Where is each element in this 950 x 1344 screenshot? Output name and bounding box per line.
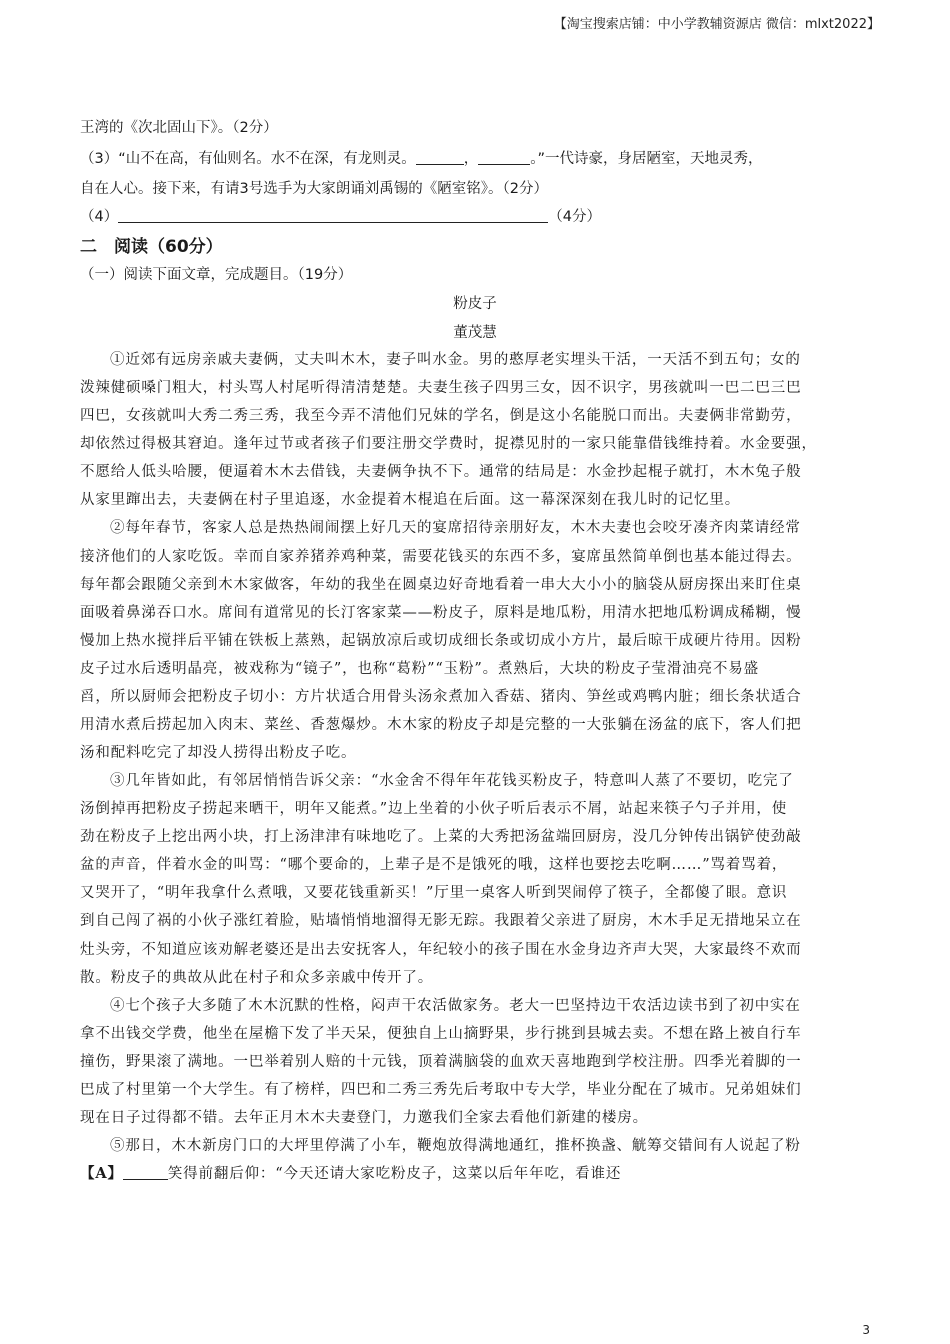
article-line: 盆的声音，伴着水金的叫骂：“哪个要命的，上辈子是不是饿死的哦，这样也要挖去吃啊……”骂着骂着， [80,857,788,874]
header-watermark-note: 【淘宝搜索店铺：中小学教辅资源店 微信：mlxt2022】 [553,17,880,32]
article-line: 用清水煮后捞起加入肉末、菜丝、香葱爆炒。木木家的粉皮子却是完整的一大张躺在汤盆的底下，客人们把 [80,716,802,733]
article-line: 汤和配料吃完了却没人捞得出粉皮子吃。 [80,745,357,761]
question-2-tail: 王湾的《次北固山下》。（2分） [80,120,278,136]
question-4-score: （4分） [548,209,601,225]
article-line: ①近郊有远房亲戚夫妻俩，丈夫叫木木，妻子叫水金。男的憨厚老实埋头干活，一天活不到五句；女的 [110,352,801,368]
article-line: 撞伤，野果滚了满地。一巴举着别人赔的十元钱，顶着满脑袋的血欢天喜地跑到学校注册。四季光着脚的一 [80,1053,802,1070]
question-3-line-1 [80,147,870,168]
question-4-label: （4） [80,209,119,225]
article-line: 现在日子过得都不错。去年正月木木夫妻登门，力邀我们全家去看他们新建的楼房。 [80,1109,648,1126]
article-line: 巴成了村里第一个大学生。有了榜样，四巴和二秀三秀先后考取中专大学，毕业分配在了城市。兄弟姐妹们 [80,1081,802,1098]
article-line: 到自己闯了祸的小伙子涨红着脸，贴墙悄悄地溜得无影无踪。我跟着父亲进了厨房，木木手足无措地呆立在 [80,913,802,930]
article-line: 每年都会跟随父亲到木木家做客，年幼的我坐在圆桌边好奇地看着一串大大小小的脑袋从厨房探出来盯住桌 [80,576,802,593]
article-line: 舀，所以厨师会把粉皮子切小：方片状适合用骨头汤汆煮加入香菇、猪肉、笋丝或鸡鸭内脏；细长条状适合 [80,688,802,705]
section-heading: 二 阅读（60分） [80,237,223,257]
answer-blank-q4[interactable] [118,208,548,223]
article-line-31-tail: 笑得前翻后仰：“今天还请大家吃粉皮子，这菜以后年年吃，看谁还 [167,1166,622,1182]
article-line: 从家里蹿出去，夫妻俩在村子里追逐，水金提着木棍追在后面。这一幕深深刻在我儿时的记忆里。 [80,492,741,509]
article-line: 拿不出钱交学费，他坐在屋檐下发了半天呆，便独自上山摘野果，步行挑到县城去卖。不想在路上被自行车 [80,1025,802,1042]
article-line: 散。粉皮子的典故从此在村子和众多亲戚中传开了。 [80,969,434,986]
article-title: 粉皮子 [453,296,497,312]
article-line: 又哭开了，“明年我拿什么煮哦，又要花钱重新买！”厅里一桌客人听到哭闹停了筷子，全都傻了眼。意识 [80,885,788,902]
page-number: 3 [862,1323,870,1337]
article-line: ②每年春节，客家人总是热热闹闹摆上好几天的宴席招待亲朋好友，木木夫妻也会咬牙凑齐肉菜请经常 [110,520,801,537]
answer-blank-2[interactable] [478,150,530,165]
article-line: 劲在粉皮子上挖出两小块，打上汤津津有味地吃了。上菜的大秀把汤盆端回厨房，没几分钟传出锅铲使劲敲 [80,829,802,846]
question-3-separator: ， [463,151,479,167]
article-line: 慢加上热水搅拌后平铺在铁板上蒸熟，起锅放凉后或切成细长条或切成小方片，最后晾干成硬片待用。因粉 [80,632,802,649]
article-line: 面吸着鼻涕吞口水。席间有道常见的长汀客家菜——粉皮子，原料是地瓜粉，用清水把地瓜粉调成稀糊，慢 [80,604,802,621]
article-line: ⑤那日，木木新房门口的大坪里停满了小车，鞭炮放得满地通红，推杯换盏、觥筹交错间有人说起了粉 [110,1138,801,1154]
article-line: ④七个孩子大多随了木木沉默的性格，闷声干农活做家务。老大一巴坚持边干农活边读书到了初中实在 [110,997,801,1014]
answer-blank-a[interactable] [123,1165,168,1180]
question-3-text-a: （3）“山不在高，有仙则名。水不在深，有龙则灵。 [80,151,416,167]
question-3-text-b: 。”一代诗豪，身居陋室，天地灵秀， [530,151,763,167]
article-line: 接济他们的人家吃饭。幸而自家养猪养鸡种菜，需要花钱买的东西不多，宴席虽然简单倒也基本能过得去。 [80,548,802,565]
article-line: 泼辣健硕嗓门粗大，村头骂人村尾听得清清楚楚。夫妻生孩子四男三女，因不识字，男孩就叫一巴二巴三巴 [80,380,802,397]
article-line: 皮子过水后透明晶亮，被戏称为“镜子”，也称“葛粉”“玉粉”。煮熟后，大块的粉皮子莹滑油亮不易盛 [80,660,759,677]
question-4-line [80,205,870,226]
article-line: 却依然过得极其窘迫。逢年过节或者孩子们要注册交学费时，捉襟见肘的一家只能靠借钱维持着。水金要强， [80,436,817,453]
article-line: 灶头旁，不知道应该劝解老婆还是出去安抚客人，年纪较小的孩子围在水金身边齐声大哭，大家最终不欢而 [80,941,802,958]
article-line: ③几年皆如此，有邻居悄悄告诉父亲：“水金舍不得年年花钱买粉皮子，特意叫人蒸了不要切，吃完了 [110,773,794,789]
answer-blank-1[interactable] [416,150,464,165]
question-3-line-2: 自在人心。接下来，有请3号选手为大家朗诵刘禹锡的《陋室铭》。（2分） [80,181,548,197]
article-author: 董茂慧 [453,325,497,341]
article-line: 汤倒掉再把粉皮子捞起来晒干，明年又能煮。”边上坐着的小伙子听后表示不屑，站起来筷子勺子并用，使 [80,801,788,818]
blank-marker-a: 【A】 [80,1165,123,1182]
article-line-last [80,1162,870,1183]
article-line: 四巴，女孩就叫大秀二秀三秀，我至今弄不清他们兄妹的学名，倒是这小名能脱口而出。夫妻俩非常勤劳， [80,408,802,425]
section-sub-heading: （一）阅读下面文章，完成题目。（19分） [80,267,353,283]
article-line: 不愿给人低头哈腰，便逼着木木去借钱，夫妻俩争执不下。通常的结局是：水金抄起棍子就打，木木兔子般 [80,464,802,481]
